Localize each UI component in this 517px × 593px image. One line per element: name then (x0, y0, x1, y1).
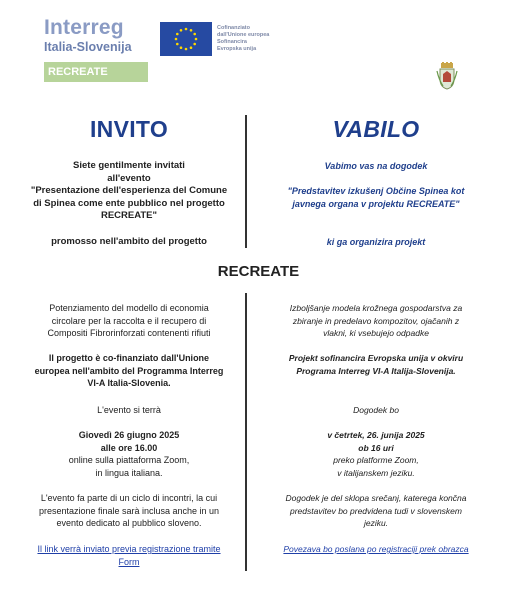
eu-cofin-it-line-2: dall'Unione europea (217, 32, 270, 38)
column-divider-top (245, 115, 247, 248)
left-body-line-1: Potenziamento del modello di economia (49, 303, 209, 313)
left-cofin-line-3: VI-A Italia-Slovenia. (87, 378, 171, 388)
right-body-line-2: zbiranje in predelavo kompozitov, ojačanih z (292, 315, 460, 326)
right-event-date: v četrtek, 26. junija 2025 (327, 430, 425, 440)
right-organized: ki ga organizira projekt (326, 237, 426, 247)
right-event-details (262, 429, 490, 479)
right-cofinancing (262, 352, 490, 377)
left-intro-line-5: RECREATE" (100, 210, 158, 221)
left-body-line-2: circolare per la raccolta e il recupero di (51, 315, 207, 326)
right-event-language: v italijanskem jeziku. (337, 467, 415, 478)
right-registration-link[interactable] (262, 543, 490, 556)
title-vabilo: VABILO (332, 116, 420, 142)
right-body-line-3: vlakni, ki vsebujejo odpadke (323, 328, 429, 338)
left-registration-link[interactable] (20, 543, 238, 568)
right-intro (262, 185, 490, 210)
left-event-language: in lingua italiana. (95, 467, 163, 478)
eu-flag-icon (160, 22, 212, 56)
left-cofinancing (20, 352, 238, 390)
interreg-brand: Interreg (44, 16, 124, 39)
right-series-line-2: predstavitev bo predvidena tudi v slovenskem (290, 505, 462, 516)
left-intro-line-2: all'evento (107, 172, 151, 184)
recreate-project-band: RECREATE (44, 62, 148, 82)
right-link-line-1[interactable]: Povezava bo poslana po registraciji prek obrazca (283, 544, 469, 554)
left-cofin-line-2: europea nell'ambito del Programma Interreg (34, 365, 224, 376)
left-event-time: alle ore 16.00 (100, 442, 158, 453)
right-series-line-1: Dogodek je del sklopa srečanj, katerega končna (285, 493, 467, 503)
title-invito: INVITO (89, 116, 169, 142)
right-event-platform: preko platforme Zoom, (333, 455, 419, 465)
left-body-line-3: Compositi Fibrorinforzati contenenti rifiuti (47, 328, 211, 338)
right-cofin-line-1: Projekt sofinancira Evropska unija v okviru (288, 353, 464, 363)
project-heading: RECREATE (217, 263, 300, 280)
right-intro-line-1: Vabimo vas na dogodek (324, 161, 428, 171)
right-event-held: Dogodek bo (353, 405, 399, 415)
left-series-line-2: presentazione finale sarà inclusa anche in un (38, 505, 220, 516)
left-series-note (20, 492, 238, 530)
right-series-line-3: jeziku. (363, 518, 389, 528)
interreg-logo (44, 17, 148, 55)
eu-cofinancing-text (217, 25, 269, 53)
left-link-line-2[interactable]: Form (118, 556, 140, 567)
right-cofin-line-2: Programa Interreg VI-A Italija-Slovenija. (296, 365, 456, 376)
left-intro (20, 160, 238, 223)
left-event-held: L'evento si terrà (97, 405, 161, 415)
right-intro-line-3: javnega organa v projektu RECREATE" (292, 198, 460, 209)
interreg-subtitle: Italia-Slovenija (44, 40, 132, 54)
left-intro-line-3: "Presentazione dell'esperienza del Comune (30, 185, 228, 196)
right-event-time: ob 16 uri (358, 442, 394, 453)
left-cofin-line-1: Il progetto è co-finanziato dall'Unione (48, 353, 210, 363)
left-intro-line-4: di Spinea come ente pubblico nel progetto (33, 197, 225, 209)
eu-cofin-sl-line-2: Evropska unija (217, 46, 257, 52)
left-event-date: Giovedì 26 giugno 2025 (78, 430, 180, 440)
eu-cofin-sl-line-1: Sofinancira (217, 39, 247, 45)
left-series-line-1: L'evento fa parte di un ciclo di incontri, la cui (40, 493, 218, 503)
right-project-description (262, 302, 490, 340)
column-divider-bottom (245, 293, 247, 571)
left-project-description (20, 302, 238, 340)
left-intro-line-1: Siete gentilmente invitati (73, 160, 185, 171)
eu-cofin-it-line-1: Cofinanziato (217, 25, 250, 31)
right-body-line-1: Izboljšanje modela krožnega gospodarstva za (289, 303, 463, 313)
left-event-platform: online sulla piattaforma Zoom, (68, 455, 190, 465)
municipality-crest-icon (436, 62, 458, 90)
left-series-line-3: evento dedicato al pubblico sloveno. (56, 518, 202, 528)
left-promoted: promosso nell'ambito del progetto (51, 236, 207, 247)
right-intro-line-2: "Predstavitev izkušenj Občine Spinea kot (287, 186, 465, 196)
right-series-note (262, 492, 490, 530)
left-link-line-1[interactable]: Il link verrà inviato previa registrazione tramite (37, 544, 221, 554)
left-event-details (20, 429, 238, 479)
